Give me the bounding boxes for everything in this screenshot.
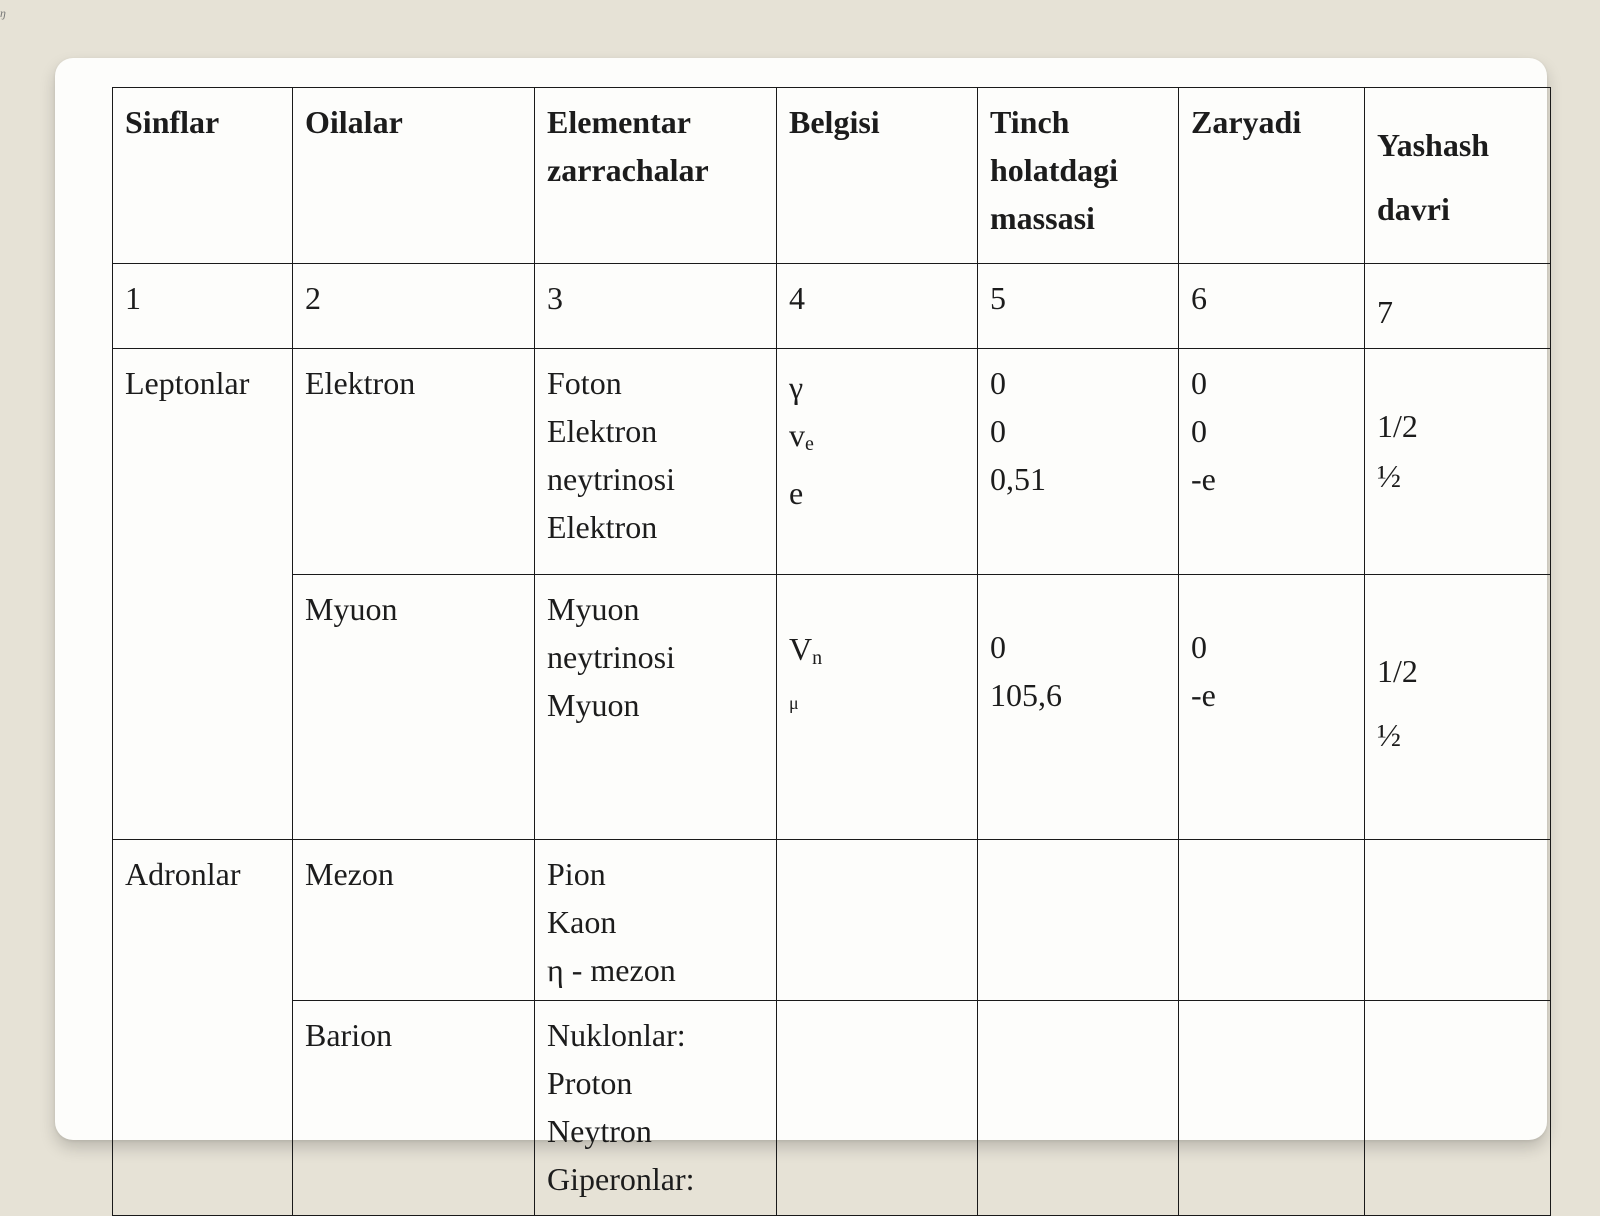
- particle-name: neytrinosi: [547, 639, 675, 675]
- header-tinch-line: massasi: [990, 200, 1095, 236]
- empty-cell: [777, 1001, 978, 1216]
- particle-name: Elektron: [547, 509, 658, 545]
- lifetime-value: 1/2: [1377, 408, 1418, 444]
- header-sinflar: Sinflar: [113, 88, 293, 264]
- header-tinch-line: Tinch: [990, 104, 1070, 140]
- mass-value: 0: [990, 413, 1006, 449]
- particle-name: Giperonlar:: [547, 1161, 695, 1197]
- particle-name: Elektron: [547, 413, 658, 449]
- particles-cell-elektron: [535, 349, 777, 575]
- particles-cell-barion: [535, 1001, 777, 1216]
- particle-name: Foton: [547, 365, 622, 401]
- empty-cell: [978, 1001, 1179, 1216]
- symbol-gamma: γ: [789, 369, 804, 405]
- symbols-cell-elektron: [777, 349, 978, 575]
- table-row-elektron: [113, 349, 1551, 575]
- header-elementar-line: zarrachalar: [547, 152, 709, 188]
- symbol-subscript: e: [805, 433, 814, 455]
- particle-name: η - mezon: [547, 952, 676, 988]
- symbol-electron-neutrino: [789, 411, 965, 459]
- symbol-subscript: n: [812, 647, 823, 669]
- mass-value: 0: [990, 629, 1006, 665]
- symbol-v: V: [789, 631, 813, 667]
- header-yashash-line: davri: [1377, 191, 1450, 227]
- lifetime-cell-elektron: [1365, 349, 1551, 575]
- family-cell-barion: Barion: [293, 1001, 535, 1216]
- empty-cell: [1179, 840, 1365, 1001]
- class-cell-leptonlar: Leptonlar: [113, 349, 293, 840]
- particle-classification-table: [112, 87, 1551, 1216]
- column-number: 1: [113, 264, 293, 349]
- charge-cell-elektron: [1179, 349, 1365, 575]
- charge-value: 0: [1191, 413, 1207, 449]
- particle-name: Myuon: [547, 687, 640, 723]
- empty-cell: [1365, 1001, 1551, 1216]
- header-zaryadi: Zaryadi: [1179, 88, 1365, 264]
- particles-cell-mezon: [535, 840, 777, 1001]
- table-row-myuon: [113, 575, 1551, 840]
- header-belgisi: Belgisi: [777, 88, 978, 264]
- empty-cell: [1365, 840, 1551, 1001]
- mass-value: 0: [990, 365, 1006, 401]
- column-number-row: [113, 264, 1551, 349]
- charge-value: 0: [1191, 365, 1207, 401]
- table-row-barion: [113, 1001, 1551, 1216]
- lifetime-value: ½: [1377, 717, 1401, 753]
- family-cell-myuon: Myuon: [293, 575, 535, 840]
- header-yashash-line: Yashash: [1377, 127, 1490, 163]
- column-number: 7: [1365, 264, 1551, 349]
- column-number: 3: [535, 264, 777, 349]
- particle-name: Proton: [547, 1065, 633, 1101]
- family-cell-elektron: Elektron: [293, 349, 535, 575]
- table-row-mezon: [113, 840, 1551, 1001]
- particle-name: Neytron: [547, 1113, 652, 1149]
- particle-name: Kaon: [547, 904, 617, 940]
- symbols-cell-myuon: [777, 575, 978, 840]
- particle-name: Nuklonlar:: [547, 1017, 686, 1053]
- header-elementar-zarrachalar: [535, 88, 777, 264]
- column-number: 2: [293, 264, 535, 349]
- particle-name: neytrinosi: [547, 461, 675, 497]
- lifetime-cell-myuon: [1365, 575, 1551, 840]
- column-number: 5: [978, 264, 1179, 349]
- column-number: 6: [1179, 264, 1365, 349]
- corner-mark: ŋ: [0, 6, 6, 20]
- particle-name: Myuon: [547, 591, 640, 627]
- empty-cell: [777, 840, 978, 1001]
- empty-cell: [978, 840, 1179, 1001]
- particles-cell-myuon: [535, 575, 777, 840]
- class-cell-adronlar: Adronlar: [113, 840, 293, 1216]
- mass-value: 105,6: [990, 677, 1062, 713]
- header-tinch-line: holatdagi: [990, 152, 1119, 188]
- header-elementar-line: Elementar: [547, 104, 691, 140]
- column-number: 4: [777, 264, 978, 349]
- charge-cell-myuon: [1179, 575, 1365, 840]
- charge-value: -e: [1191, 677, 1216, 713]
- mass-cell-elektron: [978, 349, 1179, 575]
- mass-cell-myuon: [978, 575, 1179, 840]
- charge-value: -e: [1191, 461, 1216, 497]
- header-tinch-holatdagi-massasi: [978, 88, 1179, 264]
- family-cell-mezon: Mezon: [293, 840, 535, 1001]
- mass-value: 0,51: [990, 461, 1046, 497]
- symbol-electron: e: [789, 475, 804, 511]
- symbol-mu: μ: [789, 693, 799, 713]
- symbol-muon-neutrino: [789, 625, 965, 673]
- empty-cell: [1179, 1001, 1365, 1216]
- lifetime-value: 1/2: [1377, 653, 1418, 689]
- header-yashash-davri: [1365, 88, 1551, 264]
- charge-value: 0: [1191, 629, 1207, 665]
- particle-name: Pion: [547, 856, 606, 892]
- header-row: [113, 88, 1551, 264]
- lifetime-value: ½: [1377, 458, 1401, 494]
- symbol-nu: v: [789, 417, 805, 453]
- header-oilalar: Oilalar: [293, 88, 535, 264]
